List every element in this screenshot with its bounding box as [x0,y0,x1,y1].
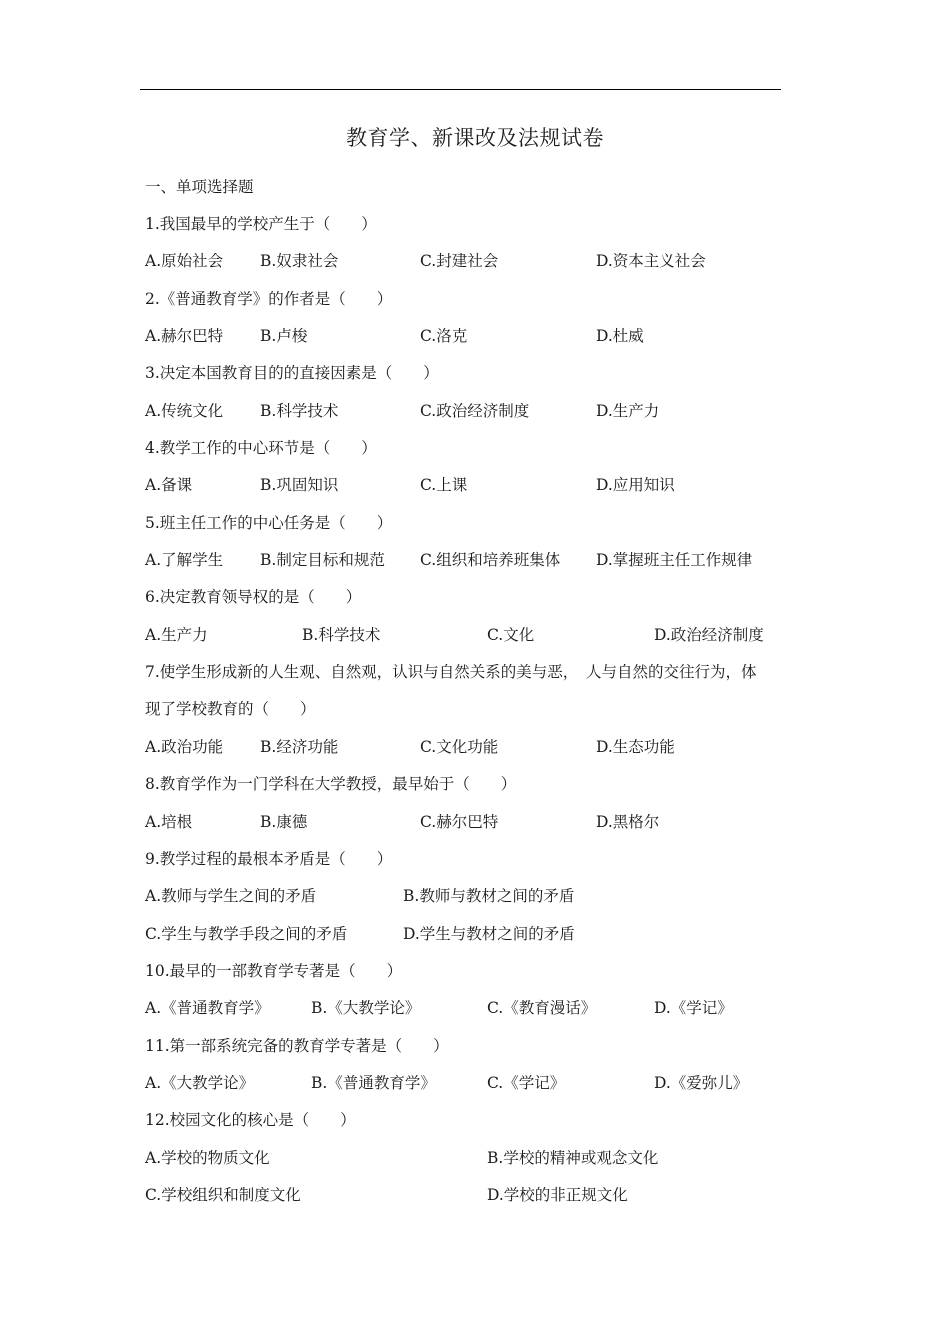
q3-option-c: C.政治经济制度 [420,402,530,420]
question-10: 10.最早的一部教育学专著是（ ） [145,962,403,980]
q9-option-d: D.学生与教材之间的矛盾 [403,925,575,943]
q6-option-d: D.政治经济制度 [654,626,764,644]
question-7: 7.使学生形成新的人生观、自然观，认识与自然关系的美与恶， 人与自然的交往行为，体 [145,663,757,681]
question-8: 8.教育学作为一门学科在大学教授，最早始于（ ） [145,775,517,793]
q2-option-b: B.卢梭 [260,327,308,345]
q9-option-a: A.教师与学生之间的矛盾 [145,887,317,905]
q5-option-d: D.掌握班主任工作规律 [596,551,753,569]
q11-option-b: B.《普通教育学》 [311,1074,436,1092]
q7-option-d: D.生态功能 [596,738,675,756]
q8-option-c: C.赫尔巴特 [420,813,499,831]
q10-option-d: D.《学记》 [654,999,733,1017]
q3-option-a: A.传统文化 [145,402,224,420]
question-9: 9.教学过程的最根本矛盾是（ ） [145,850,393,868]
question-2: 2.《普通教育学》的作者是（ ） [145,290,393,308]
q11-option-c: C.《学记》 [487,1074,566,1092]
q4-option-c: C.上课 [420,476,468,494]
page-title: 教育学、新课改及法规试卷 [346,126,604,150]
header-rule [140,89,781,90]
q8-option-d: D.黑格尔 [596,813,660,831]
q6-option-c: C.文化 [487,626,535,644]
question-6: 6.决定教育领导权的是（ ） [145,588,362,606]
question-11: 11.第一部系统完备的教育学专著是（ ） [145,1037,449,1055]
question-3: 3.决定本国教育目的的直接因素是（ ） [145,364,439,382]
q4-option-d: D.应用知识 [596,476,675,494]
q2-option-d: D.杜威 [596,327,644,345]
q1-option-d: D.资本主义社会 [596,252,706,270]
q11-option-d: D.《爱弥儿》 [654,1074,749,1092]
q5-option-b: B.制定目标和规范 [260,551,385,569]
q8-option-b: B.康德 [260,813,308,831]
q9-option-b: B.教师与教材之间的矛盾 [403,887,575,905]
q12-option-c: C.学校组织和制度文化 [145,1186,301,1204]
q5-option-c: C.组织和培养班集体 [420,551,561,569]
q4-option-a: A.备课 [145,476,193,494]
q7-option-b: B.经济功能 [260,738,339,756]
q10-option-b: B.《大教学论》 [311,999,421,1017]
q1-option-b: B.奴隶社会 [260,252,339,270]
section-heading: 一、单项选择题 [145,178,254,196]
q2-option-a: A.赫尔巴特 [145,327,224,345]
q5-option-a: A.了解学生 [145,551,224,569]
q3-option-b: B.科学技术 [260,402,339,420]
q12-option-a: A.学校的物质文化 [145,1149,270,1167]
q7-option-a: A.政治功能 [145,738,224,756]
q12-option-d: D.学校的非正规文化 [487,1186,628,1204]
question-12: 12.校园文化的核心是（ ） [145,1111,356,1129]
q12-option-b: B.学校的精神或观念文化 [487,1149,659,1167]
q8-option-a: A.培根 [145,813,193,831]
q10-option-c: C.《教育漫话》 [487,999,597,1017]
q9-option-c: C.学生与教学手段之间的矛盾 [145,925,348,943]
q10-option-a: A.《普通教育学》 [145,999,270,1017]
question-5: 5.班主任工作的中心任务是（ ） [145,514,393,532]
q1-option-a: A.原始社会 [145,252,224,270]
q6-option-a: A.生产力 [145,626,208,644]
q7-option-c: C.文化功能 [420,738,499,756]
q3-option-d: D.生产力 [596,402,660,420]
question-1: 1.我国最早的学校产生于（ ） [145,215,377,233]
q6-option-b: B.科学技术 [302,626,381,644]
q1-option-c: C.封建社会 [420,252,499,270]
q11-option-a: A.《大教学论》 [145,1074,255,1092]
question-7-continued: 现了学校教育的（ ） [145,700,316,718]
q4-option-b: B.巩固知识 [260,476,339,494]
q2-option-c: C.洛克 [420,327,468,345]
question-4: 4.教学工作的中心环节是（ ） [145,439,377,457]
